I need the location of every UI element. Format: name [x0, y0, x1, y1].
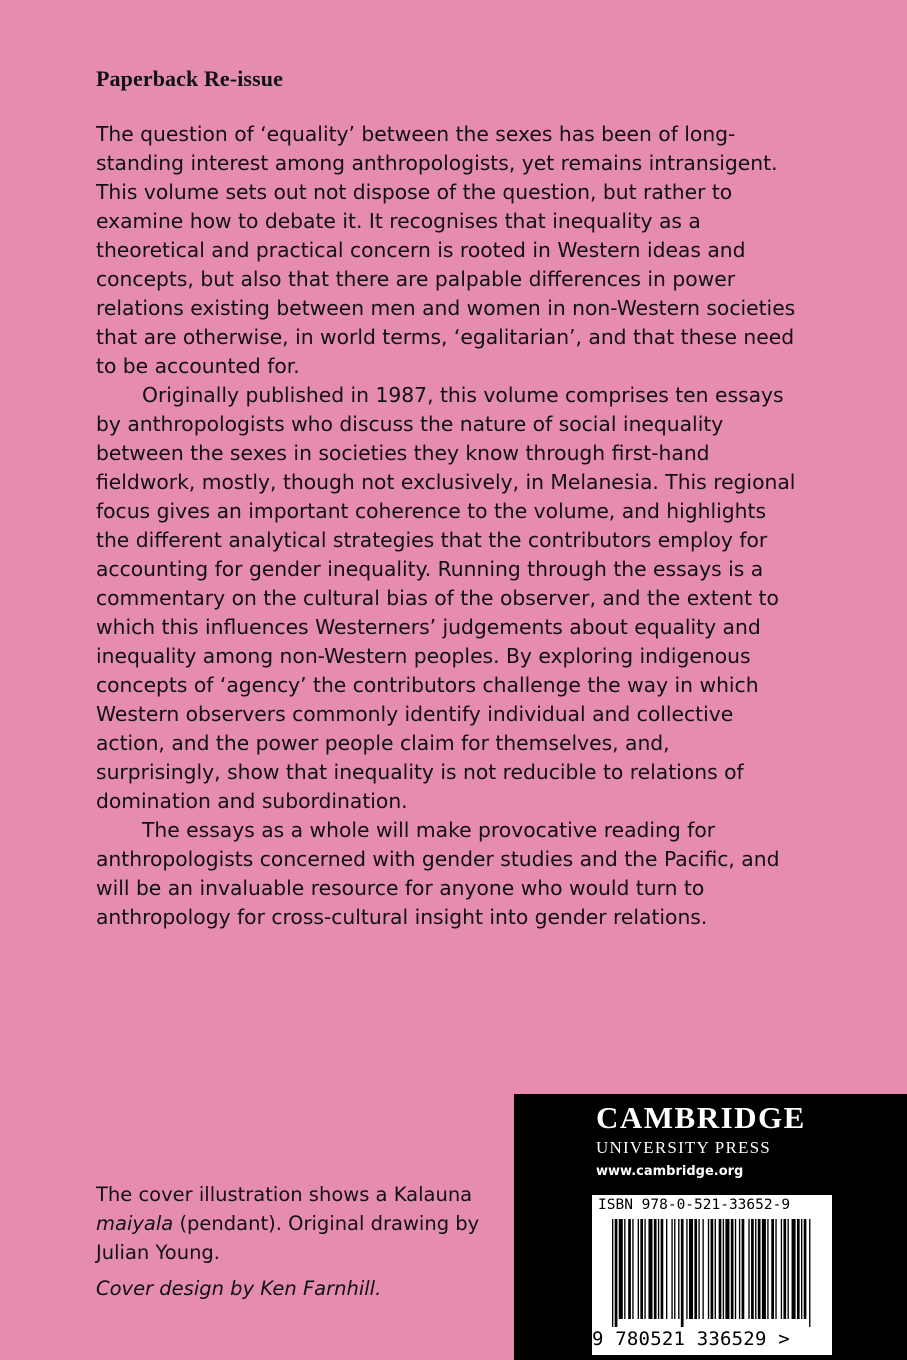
publisher-panel	[514, 1094, 907, 1360]
caption-text-after: (pendant). Original drawing by Julian Young.	[96, 1212, 480, 1264]
barcode-label	[592, 1195, 832, 1355]
blurb-paragraph-2: Originally published in 1987, this volume comprises ten essays by anthropologists who discuss the nature of social inequality between the sexes in societies they know through first-hand fieldwork, mostly, though not exclusively, in Melanesia. This regional focus gives an important coherence to the volume, and highlights the different analytical strategies that the contributors employ for accounting for gender inequality. Running through the essays is a commentary on the cultural bias of the observer, and the extent to which this influences Westerners’ judgements about equality and inequality among non-Western peoples. By exploring indigenous concepts of ‘agency’ the contributors challenge the way in which Western observers commonly identify individual and collective action, and the power people claim for themselves, and, surprisingly, show that inequality is not reducible to relations of domination and subordination.	[96, 383, 796, 813]
barcode-icon	[612, 1219, 812, 1327]
isbn-text: ISBN 978-0-521-33652-9	[598, 1197, 791, 1213]
publisher-subtitle: UNIVERSITY PRESS	[596, 1138, 771, 1157]
cover-design-credit: Cover design by Ken Farnhill.	[96, 1277, 382, 1300]
barcode-digits: 9 780521 336529 >	[592, 1328, 790, 1350]
blurb-paragraph-1: The question of ‘equality’ between the sexes has been of long-standing interest among anthropologists, yet remains intransigent. This volume sets out not dispose of the question, but rather to examine how to debate it. It recognises that inequality as a theoretical and practical concern is rooted in Western ideas and concepts, but also that there are palpable differences in power relations existing between men and women in non-Western societies that are otherwise, in world terms, ‘egalitarian’, and that these need to be accounted for.	[96, 122, 796, 378]
cover-illustration-caption	[96, 1180, 496, 1267]
section-heading: Paperback Re-issue	[96, 66, 283, 91]
blurb	[96, 120, 796, 932]
blurb-paragraph-3: The essays as a whole will make provocative reading for anthropologists concerned with gender studies and the Pacific, and will be an invaluable resource for anyone who would turn to anthropology for cross-cultural insight into gender relations.	[96, 818, 780, 929]
caption-text-before: The cover illustration shows a Kalauna	[96, 1183, 473, 1206]
publisher-url: www.cambridge.org	[596, 1164, 744, 1179]
publisher-name: CAMBRIDGE	[596, 1100, 806, 1135]
caption-italic-term: maiyala	[96, 1212, 174, 1235]
